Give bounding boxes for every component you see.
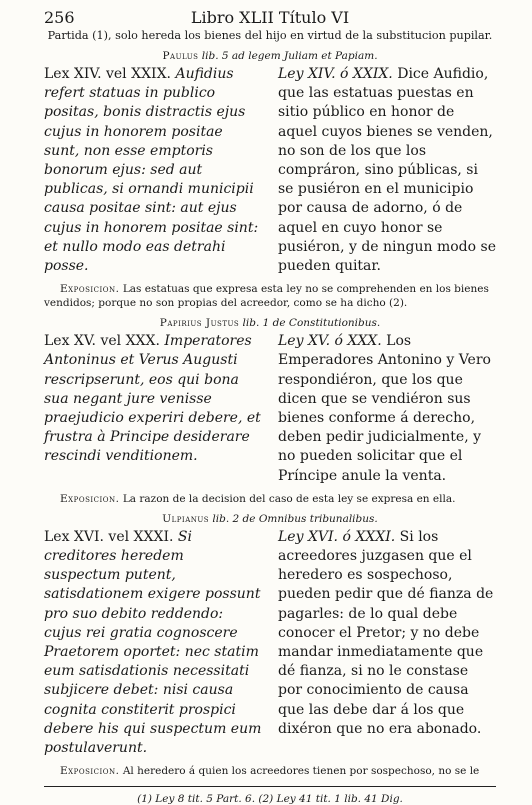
latin-heading: Lex XV. vel XXX. [44, 333, 160, 350]
latin-text: Aufidius refert statuas in publico positas, bonis distractis ejus cujus in honorem positae sunt, non esse emptoris bonorum ejus: sed aut publicas, si ornandi municipii causa positae sint: aut ejus cujus in honorem positae sint: et nullo modo eas detrahi posse. [44, 66, 259, 275]
latin-text: Imperatores Antoninus et Verus Augusti rescripserunt, eos qui bona sua negant jure venisse praejudicio experiri debere, et frustra à Principe desiderare rescindi venditionem. [44, 333, 261, 465]
spanish-heading: Ley XVI. ó XXXI. [278, 528, 396, 545]
spanish-text: Dice Aufidio, que las estatuas puestas en sitio público en honor de aquel cuyos bienes se venden, no son de los que los compráron, sino públicas, si se pusiéron en el municipio por causa de adorno, ó de aquel en cuyo honor se pusiéron, y de ningun modo se pueden quitar. [278, 66, 496, 275]
source-work: lib. 5 ad legem Juliam et Papiam. [201, 50, 378, 62]
source-work: lib. 2 de Omnibus tribunalibus. [212, 512, 378, 525]
page [44, 6, 496, 805]
page-header [44, 6, 496, 28]
spanish-column [278, 65, 496, 276]
exposition [44, 282, 496, 310]
latin-column [44, 65, 262, 276]
law-source [44, 49, 496, 63]
law-source [44, 512, 496, 526]
exposition-label: Exposicion. [60, 283, 120, 296]
exposition-label: Exposicion. [60, 492, 120, 505]
latin-column [44, 332, 262, 486]
spanish-column [278, 528, 496, 758]
spanish-text: Si los acreedores juzgasen que el heredero es sospechoso, pueden pedir que dé fianza de pagarles: de lo qual debe conocer el Pretor; y no debe mandar inmediatamente que dé fianza, si no le constase por conocimiento de causa que las debe dar á los que dixéron que no era abonado. [278, 528, 494, 737]
exposition [44, 764, 496, 778]
exposition-text: Las estatuas que expresa esta ley no se comprehenden en los bienes vendidos; porque no son propias del acreedor, como se ha dicho (2). [44, 283, 489, 310]
running-title: Libro XLII Título VI [190, 8, 350, 27]
latin-heading: Lex XIV. vel XXIX. [44, 66, 171, 82]
page-number: 256 [44, 8, 75, 27]
law-columns [44, 65, 496, 276]
spanish-text: Los Emperadores Antonino y Vero respondiéron, que los que dicen que se vendiéron sus bienes conforme á derecho, deben pedir judicialmente, y no pueden solicitar que el Príncipe anule la venta. [278, 333, 491, 484]
exposition-text: Al heredero á quien los acreedores tienen por sospechoso, no se le [122, 765, 480, 778]
continuation-line: Partida (1), solo hereda los bienes del hijo en virtud de la substitucion pupilar. [47, 29, 493, 42]
source-author: Ulpianus [162, 512, 210, 525]
latin-text: Si creditores heredem suspectum putent, satisdationem exigere possunt pro suo debito reddendo: cujus rei gratia cognoscere Praetorem oportet: nec statim eum satisdationis necessitati subjicere debet: nisi causa cognita constiterit prospici debere his qui suspectum eum postulaverunt. [44, 528, 262, 757]
footnotes [44, 793, 496, 805]
exposition-label: Exposicion. [60, 765, 120, 778]
footnote-text: (1) Ley 8 tit. 5 Part. 6. (2) Ley 41 tit. 1 lib. 41 Dig. [137, 793, 403, 805]
source-work: lib. 1 de Constitutionibus. [242, 317, 381, 330]
spanish-heading: Ley XIV. ó XXIX. [278, 66, 393, 82]
latin-column [44, 528, 262, 758]
exposition [44, 492, 496, 506]
source-author: Paulus [162, 50, 199, 62]
law-source [44, 316, 496, 330]
exposition-text: La razon de la decision del caso de esta ley se expresa en ella. [122, 492, 456, 505]
law-columns [44, 332, 496, 486]
source-author: Papirius Justus [159, 317, 240, 330]
latin-heading: Lex XVI. vel XXXI. [44, 528, 174, 545]
footnote-rule [44, 786, 496, 787]
spanish-column [278, 332, 496, 486]
spanish-heading: Ley XV. ó XXX. [278, 333, 382, 350]
law-columns [44, 528, 496, 758]
